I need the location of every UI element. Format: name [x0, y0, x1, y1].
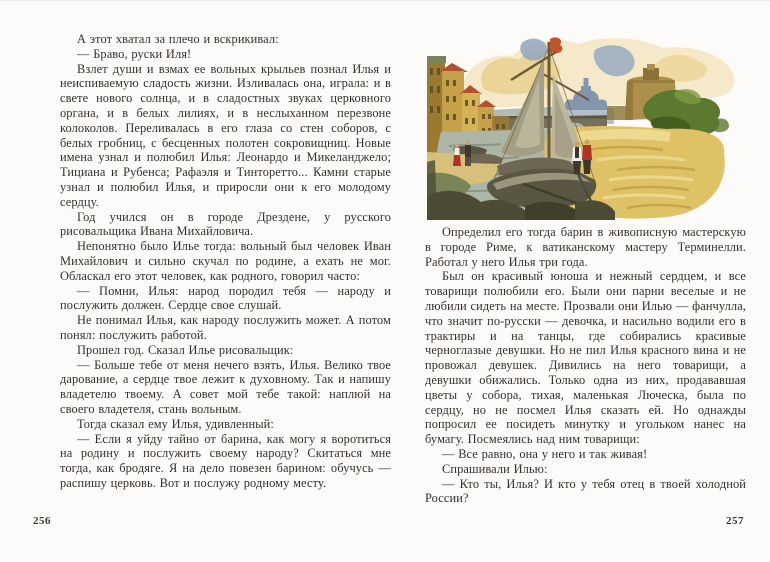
paragraph: Прошел год. Сказал Илье рисовальщик: [77, 342, 294, 357]
page-number-right: 257 [726, 515, 744, 527]
paragraph: А этот хватал за плечо и вскрикивал: [77, 32, 279, 46]
flag [550, 37, 562, 54]
paragraph: Был он красивый юноша и нежный сердцем, и все товарищи полюбили его. Были они парни веселые и не любили сидеть на месте. Прозвали они Илью — фанчулла, что значит по-русски — девочка, и насильно водили его в трактиры и на танцы, где собирались красивые черноглазые девушки. Но не пил Илья красного вина и не провожал девушек. Дивились на него товарищи, а девушки обижались. Только одна из них, продававшая цветы у собора, тихая, маленькая Люческа, была по сердцу, но не посмел Илья сказать ей. Но однажды попросил ее посидеть минутку и угольком нанес на бумагу. Посмеялись над ним товарищи: [425, 269, 746, 447]
paragraph: Спрашивали Илью: [442, 461, 548, 476]
left-page-text [60, 32, 391, 491]
paragraph: — Кто ты, Илья? И кто у тебя отец в твоей холодной России? [425, 476, 746, 506]
paragraph: — Все равно, она у него и так живая! [442, 446, 648, 461]
paragraph: Тогда сказал ему Илья, удивленный: [77, 416, 274, 431]
page-number-left: 256 [33, 515, 51, 527]
paragraph: — Если я уйду тайно от барина, как могу я воротиться на родину и послужить своему народу? Скитаться мне тогда, как бродяге. Я на дело повезен барином: обучусь — распишу церковь. Вот и послужу родному месту. [60, 431, 391, 490]
paragraph: Непонятно было Илье тогда: вольный был человек Иван Михайлович и сильно скучал по родине, а ехать не мог. Обласкал его этот человек, как родного, говорил часто: [60, 239, 391, 283]
illustration-rome-river [427, 34, 745, 220]
mast [548, 42, 551, 176]
illustration-canvas [427, 34, 745, 220]
paragraph: — Браво, руски Иля! [77, 46, 192, 61]
right-page-text [425, 225, 746, 506]
paragraph: Год учился он в городе Дрездене, у русского рисовальщика Ивана Михайловича. [60, 209, 391, 239]
paragraph: Не понимал Илья, как народу послужить может. А потом понял: послужить работой. [60, 313, 391, 342]
paragraph: Взлет души и взмах ее вольных крыльев познал Илья и неиспиваемую сладость жизни. Изливалась она, играла: и в свете нового солнца, и в сладостных звуках церковного органа, и в белых лилиях, и в неслыханном перезвоне колоколов. Переливалась в его глаза со стен соборов, с белых гробниц, с бесценных полотен сокровищниц. Новые имена узнал и полюбил Илья: Леонардо и Микеланджело; Тициана и Рубенса; Рафаэля и Тинторетто... Камни старые узнал и полюбил Илья, и приросли они к его молодому сердцу. [60, 61, 391, 209]
paragraph: — Помни, Илья: народ породил тебя — народу и послужить должен. Сердце свое слушай. [60, 283, 391, 313]
paragraph: Определил его тогда барин в живописную мастерскую в городе Риме, к ватиканскому мастеру Терминелли. Работал у него Илья три года. [425, 225, 746, 269]
paragraph: — Больше тебе от меня нечего взять, Илья. Велико твое дарование, а сердце твое лежит к духовному. Так и напишу владетелю твоему. А совет мой тебе такой: наплюй на своего владетеля, стань вольным. [60, 357, 391, 416]
